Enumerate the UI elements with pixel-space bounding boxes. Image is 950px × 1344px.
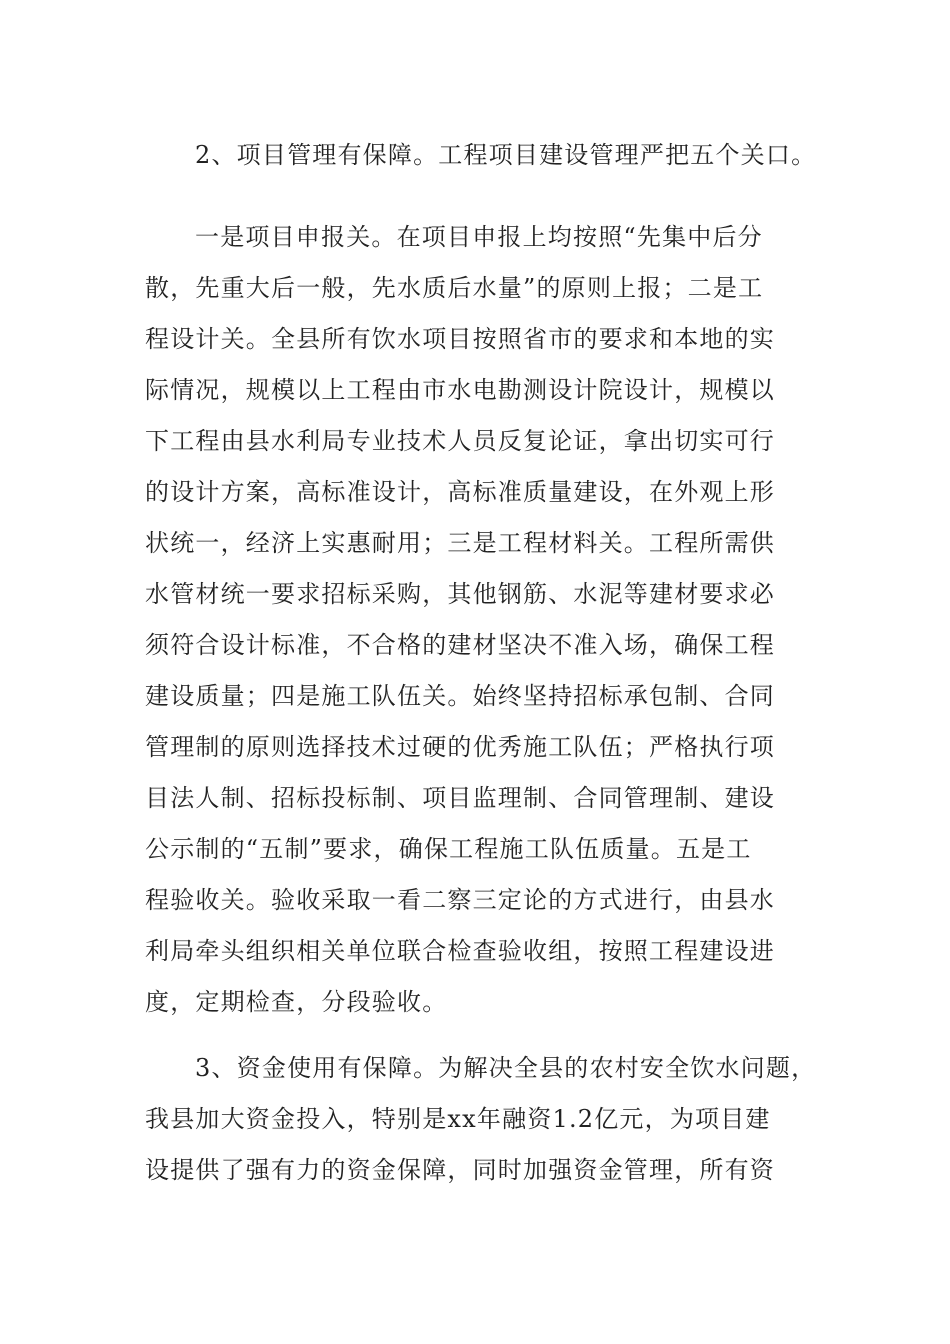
paragraph-line: 公示制的“五制”要求，确保工程施工队伍质量。五是工 bbox=[145, 835, 752, 863]
paragraph-line: 状统一，经济上实惠耐用；三是工程材料关。工程所需供 bbox=[145, 529, 775, 557]
paragraph-line: 我县加大资金投入，特别是xx年融资1.2亿元，为项目建 bbox=[145, 1105, 771, 1133]
paragraph-line: 程设计关。全县所有饮水项目按照省市的要求和本地的实 bbox=[145, 325, 775, 353]
paragraph-line: 水管材统一要求招标采购，其他钢筋、水泥等建材要求必 bbox=[145, 580, 775, 608]
paragraph-line: 须符合设计标准，不合格的建材坚决不准入场，确保工程 bbox=[145, 631, 775, 659]
paragraph-line: 3、资金使用有保障。为解决全县的农村安全饮水问题， bbox=[195, 1054, 817, 1082]
paragraph-line: 下工程由县水利局专业技术人员反复论证，拿出切实可行 bbox=[145, 427, 775, 455]
paragraph-line: 际情况，规模以上工程由市水电勘测设计院设计，规模以 bbox=[145, 376, 775, 404]
paragraph-line: 管理制的原则选择技术过硬的优秀施工队伍；严格执行项 bbox=[145, 733, 775, 761]
paragraph-line: 散，先重大后一般，先水质后水量”的原则上报；二是工 bbox=[145, 274, 764, 302]
paragraph-line: 一是项目申报关。在项目申报上均按照“先集中后分 bbox=[195, 223, 763, 251]
paragraph-five-checkpoints bbox=[145, 212, 815, 1028]
paragraph-line: 建设质量；四是施工队伍关。始终坚持招标承包制、合同 bbox=[145, 682, 775, 710]
paragraph-line: 设提供了强有力的资金保障，同时加强资金管理，所有资 bbox=[145, 1156, 775, 1184]
paragraph-line: 利局牵头组织相关单位联合检查验收组，按照工程建设进 bbox=[145, 937, 775, 965]
paragraph-line: 2、项目管理有保障。工程项目建设管理严把五个关口。 bbox=[195, 141, 817, 169]
paragraph-funding bbox=[145, 1043, 815, 1196]
paragraph-line: 目法人制、招标投标制、项目监理制、合同管理制、建设 bbox=[145, 784, 775, 812]
paragraph-project-management bbox=[145, 130, 815, 181]
paragraph-line: 程验收关。验收采取一看二察三定论的方式进行，由县水 bbox=[145, 886, 775, 914]
paragraph-line: 的设计方案，高标准设计，高标准质量建设，在外观上形 bbox=[145, 478, 775, 506]
paragraph-line: 度，定期检查，分段验收。 bbox=[145, 988, 448, 1016]
